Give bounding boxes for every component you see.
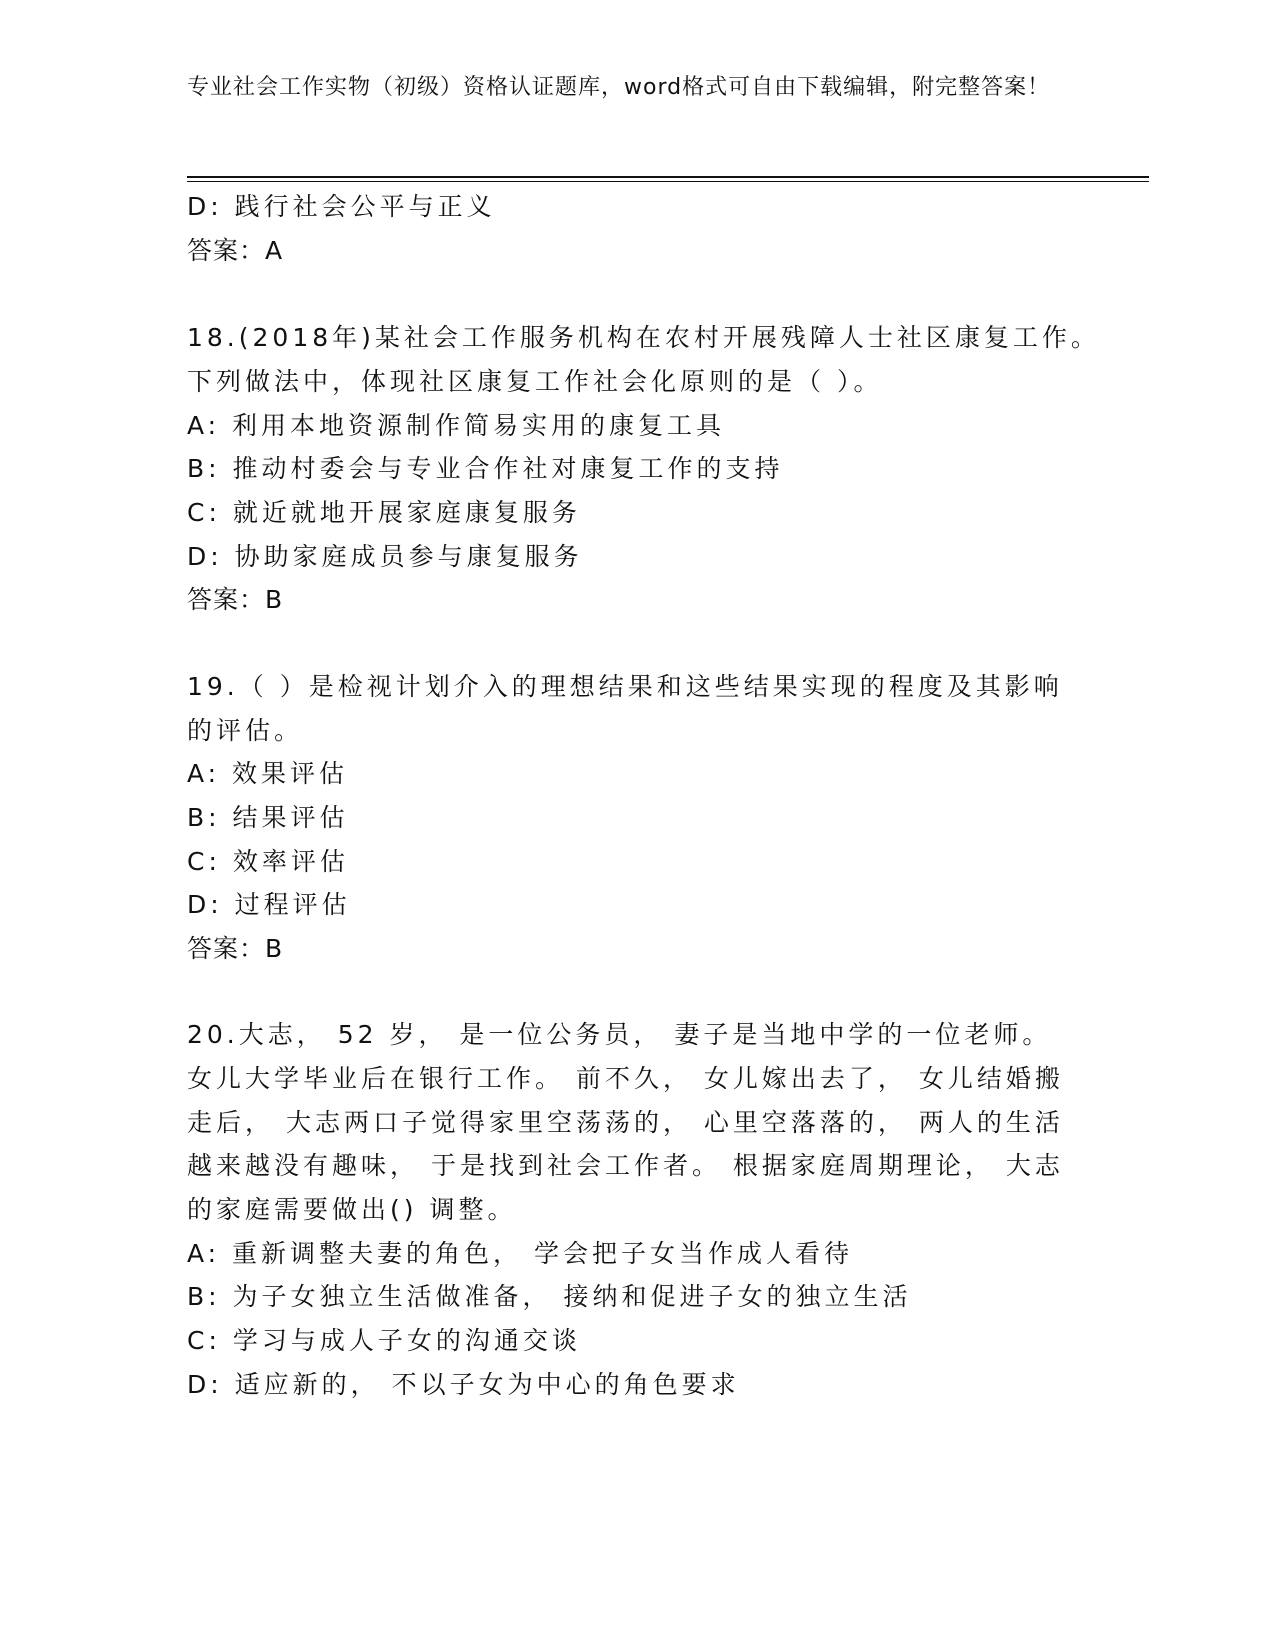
header-divider-thick [187,176,1149,178]
q20-stem-line-5: 的家庭需要做出() 调整。 [187,1195,517,1224]
q18-option-d: D: 协助家庭成员参与康复服务 [187,542,583,571]
prev-option-d: D: 践行社会公平与正义 [187,192,496,221]
q19-option-d: D: 过程评估 [187,890,351,919]
q19-option-c: C: 效率评估 [187,847,349,876]
q19-stem-line-2: 的评估。 [187,716,304,745]
q19-option-b: B: 结果评估 [187,803,349,832]
page-header-text: 专业社会工作实物（初级）资格认证题库，word格式可自由下载编辑，附完整答案！ [187,75,1051,100]
q20-stem-line-2: 女儿大学毕业后在银行工作。 前不久， 女儿嫁出去了， 女儿结婚搬 [187,1064,1064,1093]
q18-option-b: B: 推动村委会与专业合作社对康复工作的支持 [187,454,784,483]
q20-option-d: D: 适应新的， 不以子女为中心的角色要求 [187,1370,740,1399]
header-divider-thin [187,181,1149,182]
q20-option-b: B: 为子女独立生活做准备， 接纳和促进子女的独立生活 [187,1282,912,1311]
q19-stem-line-1: 19.（ ）是检视计划介入的理想结果和这些结果实现的程度及其影响 [187,672,1063,701]
q20-option-a: A: 重新调整夫妻的角色， 学会把子女当作成人看待 [187,1239,853,1268]
q20-option-c: C: 学习与成人子女的沟通交谈 [187,1326,581,1355]
q18-stem-line-1: 18.(2018年)某社会工作服务机构在农村开展残障人士社区康复工作。 [187,323,1100,352]
q18-option-c: C: 就近就地开展家庭康复服务 [187,498,581,527]
q19-answer: 答案：B [187,934,284,963]
q18-answer: 答案：B [187,585,284,614]
q20-stem-line-4: 越来越没有趣味， 于是找到社会工作者。 根据家庭周期理论， 大志 [187,1151,1064,1180]
q18-stem-line-2: 下列做法中，体现社区康复工作社会化原则的是（ ）。 [187,367,883,396]
q19-option-a: A: 效果评估 [187,759,349,788]
q20-stem-line-1: 20.大志， 52 岁， 是一位公务员， 妻子是当地中学的一位老师。 [187,1020,1052,1049]
q20-stem-line-3: 走后， 大志两口子觉得家里空荡荡的， 心里空落落的， 两人的生活 [187,1108,1064,1137]
q18-option-a: A: 利用本地资源制作简易实用的康复工具 [187,411,726,440]
prev-answer: 答案：A [187,236,284,265]
